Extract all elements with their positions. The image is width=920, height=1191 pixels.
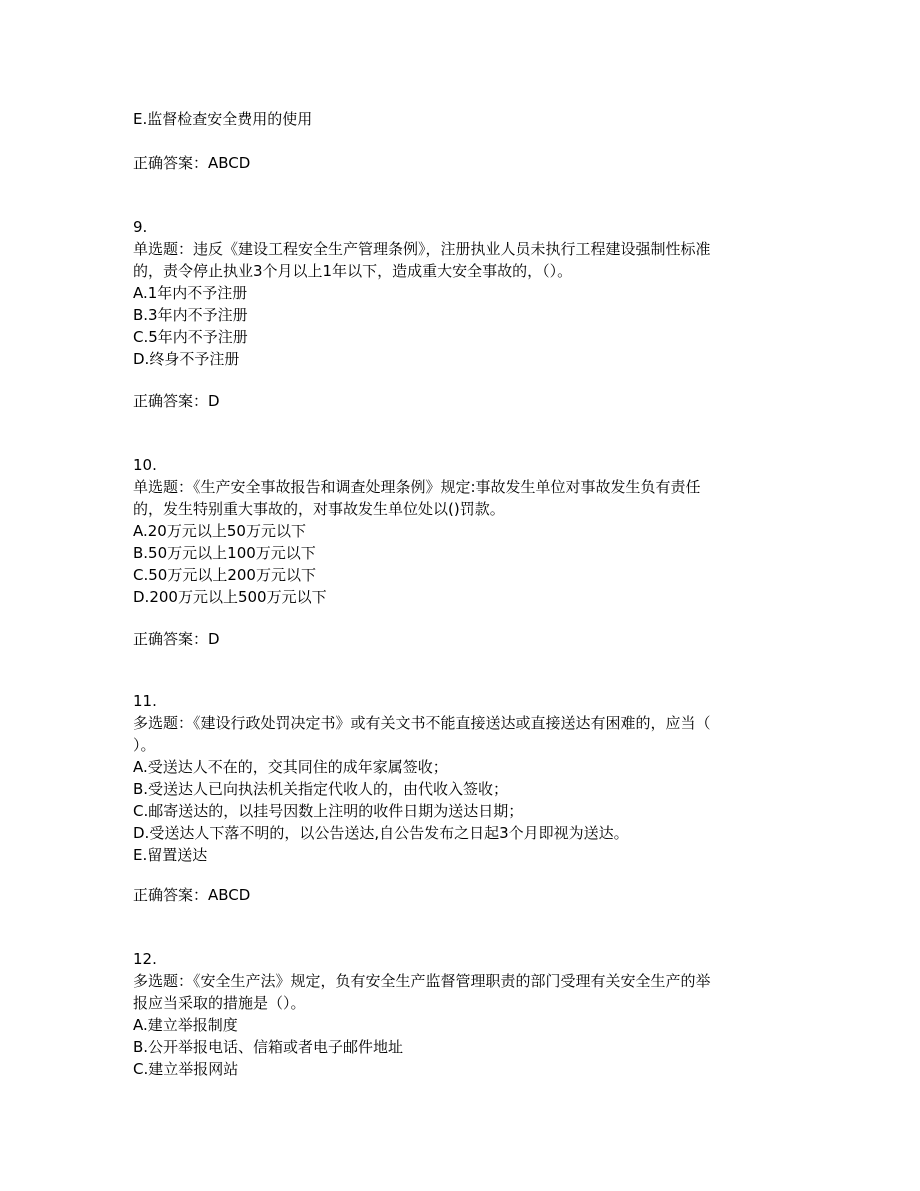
q12-number: 12. [133, 950, 157, 968]
q10-answer: 正确答案：D [133, 630, 220, 648]
q9-option-c: C.5年内不予注册 [133, 328, 248, 346]
q10-number: 10. [133, 456, 157, 474]
q11-option-e: E.留置送达 [133, 846, 208, 864]
q12-option-b: B.公开举报电话、信箱或者电子邮件地址 [133, 1038, 404, 1056]
q11-option-a: A.受送达人不在的，交其同住的成年家属签收； [133, 758, 448, 776]
q12-option-a: A.建立举报制度 [133, 1016, 238, 1034]
q10-option-c: C.50万元以上200万元以下 [133, 566, 316, 584]
q10-option-a: A.20万元以上50万元以下 [133, 522, 306, 540]
q8-answer: 正确答案：ABCD [133, 154, 251, 172]
q11-stem-line1: 多选题：《建设行政处罚决定书》或有关文书不能直接送达或直接送达有困难的，应当（ [133, 714, 711, 732]
q12-stem-line1: 多选题：《安全生产法》规定，负有安全生产监督管理职责的部门受理有关安全生产的举 [133, 972, 711, 990]
q11-option-c: C.邮寄送达的，以挂号因数上注明的收件日期为送达日期； [133, 802, 524, 820]
q11-number: 11. [133, 692, 157, 710]
q9-stem-line2: 的，责令停止执业3个月以上1年以下，造成重大安全事故的，（）。 [133, 262, 573, 280]
q10-option-b: B.50万元以上100万元以下 [133, 544, 316, 562]
q12-option-c: C.建立举报网站 [133, 1060, 239, 1078]
q9-stem-line1: 单选题：违反《建设工程安全生产管理条例》，注册执业人员未执行工程建设强制性标准 [133, 240, 711, 258]
q11-stem-line2: ）。 [133, 736, 156, 754]
q9-option-a: A.1年内不予注册 [133, 284, 248, 302]
q8-option-e: E.监督检查安全费用的使用 [133, 110, 313, 128]
q10-option-d: D.200万元以上500万元以下 [133, 588, 327, 606]
q11-option-b: B.受送达人已向执法机关指定代收人的，由代收入签收； [133, 780, 509, 798]
q9-answer: 正确答案：D [133, 392, 220, 410]
q9-option-d: D.终身不予注册 [133, 350, 240, 368]
q10-stem-line2: 的，发生特别重大事故的，对事故发生单位处以()罚款。 [133, 500, 505, 518]
q9-option-b: B.3年内不予注册 [133, 306, 248, 324]
q12-stem-line2: 报应当采取的措施是（）。 [133, 994, 306, 1012]
q10-stem-line1: 单选题：《生产安全事故报告和调查处理条例》规定:事故发生单位对事故发生负有责任 [133, 478, 701, 496]
q9-number: 9. [133, 218, 148, 236]
q11-option-d: D.受送达人下落不明的，以公告送达,自公告发布之日起3个月即视为送达。 [133, 824, 629, 842]
q11-answer: 正确答案：ABCD [133, 886, 251, 904]
